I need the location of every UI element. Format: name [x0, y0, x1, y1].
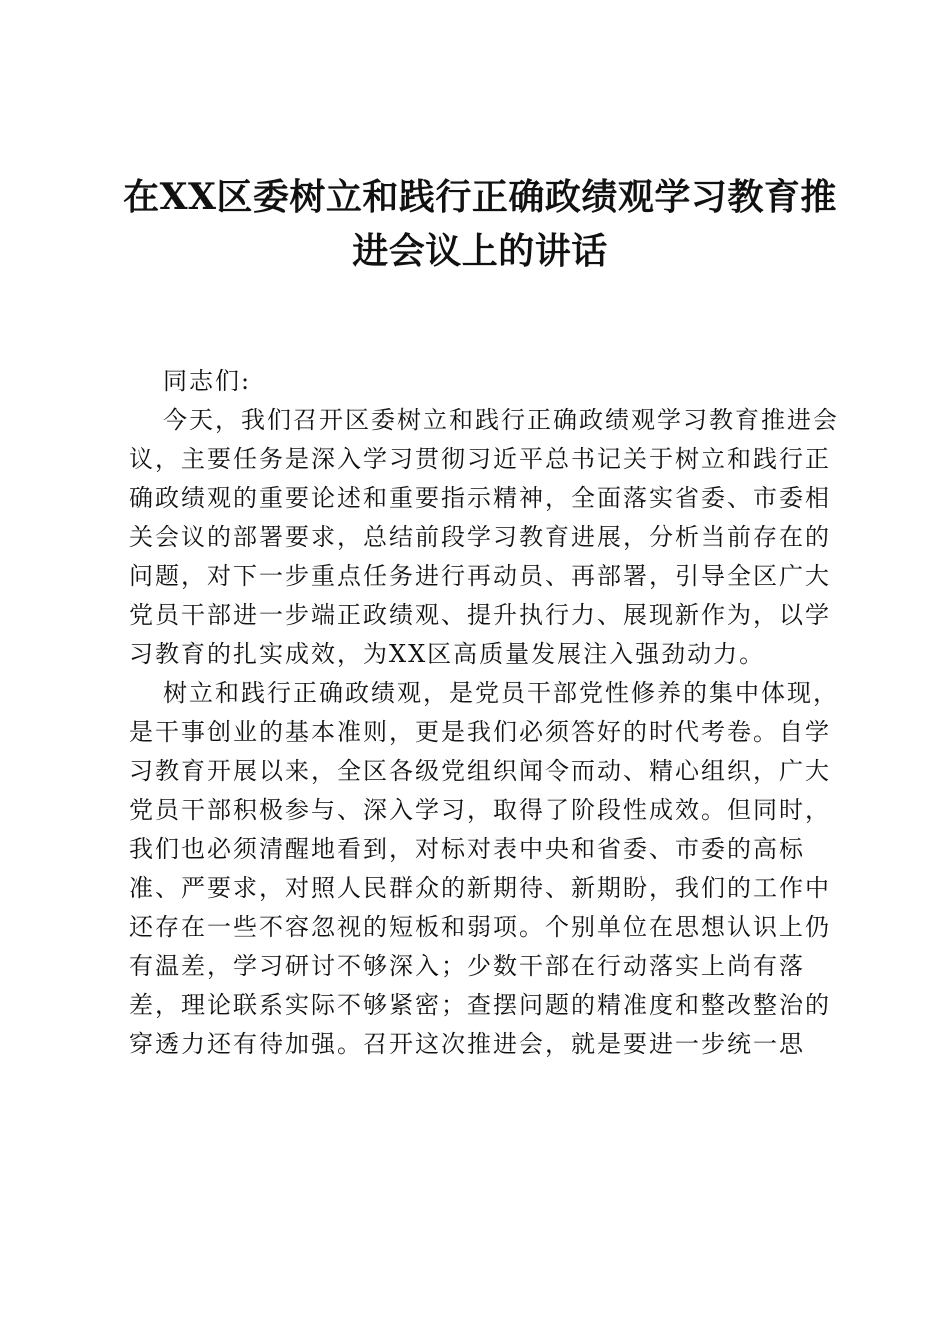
text-line: 穿透力还有待加强。召开这次推进会，就是要进一步统一思	[129, 1030, 805, 1058]
paragraph-1	[129, 401, 839, 674]
paragraph-2	[129, 674, 839, 1064]
text-line: 确政绩观的重要论述和重要指示精神，全面落实省委、市委相	[129, 484, 831, 512]
text-line: 我们也必须清醒地看到，对标对表中央和省委、市委的高标	[129, 835, 805, 863]
text-line: 议，主要任务是深入学习贯彻习近平总书记关于树立和践行正	[129, 445, 831, 473]
text-line: 差，理论联系实际不够紧密；查摆问题的精准度和整改整治的	[129, 991, 831, 1019]
text-line: 树立和践行正确政绩观，是党员干部党性修养的集中体现，	[163, 679, 839, 707]
text-line: 有温差，学习研讨不够深入；少数干部在行动落实上尚有落	[129, 952, 805, 980]
text-line: 习教育的扎实成效，为XX区高质量发展注入强劲动力。	[129, 640, 766, 668]
document-title	[120, 170, 840, 278]
text-line: 准、严要求，对照人民群众的新期待、新期盼，我们的工作中	[129, 874, 831, 902]
document-body	[129, 362, 839, 1064]
salutation: 同志们:	[163, 367, 252, 395]
text-line: 问题，对下一步重点任务进行再动员、再部署，引导全区广大	[129, 562, 831, 590]
text-line: 还存在一些不容忽视的短板和弱项。个别单位在思想认识上仍	[129, 913, 831, 941]
text-line: 党员干部积极参与、深入学习，取得了阶段性成效。但同时，	[129, 796, 831, 824]
text-line: 习教育开展以来，全区各级党组织闻令而动、精心组织，广大	[129, 757, 831, 785]
title-line: 在XX区委树立和践行正确政绩观学习教育推	[123, 176, 837, 218]
text-line: 是干事创业的基本准则，更是我们必须答好的时代考卷。自学	[129, 718, 831, 746]
text-line: 今天，我们召开区委树立和践行正确政绩观学习教育推进会	[163, 406, 839, 434]
title-line: 进会议上的讲话	[352, 230, 608, 272]
text-line: 关会议的部署要求，总结前段学习教育进展，分析当前存在的	[129, 523, 831, 551]
text-line: 党员干部进一步端正政绩观、提升执行力、展现新作为，以学	[129, 601, 831, 629]
